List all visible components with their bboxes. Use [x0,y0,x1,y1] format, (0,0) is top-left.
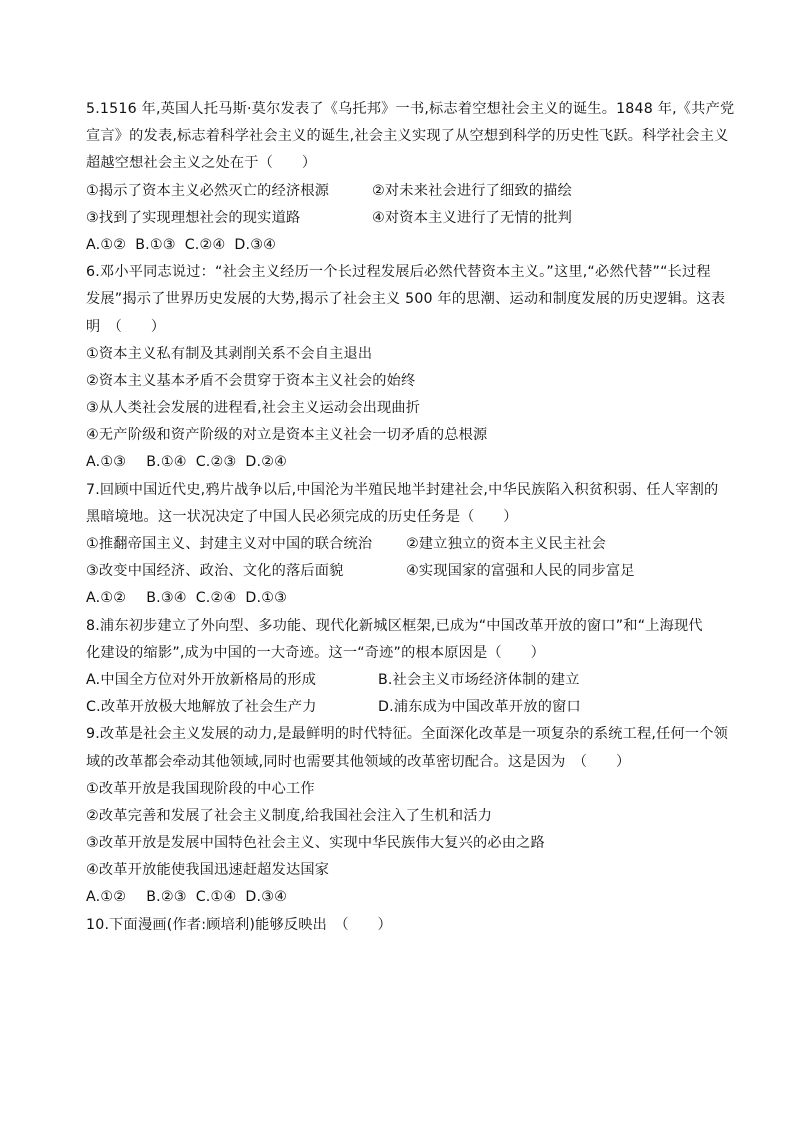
option-c: C.②④ [195,590,237,607]
question-9 [86,721,729,911]
answer-options [86,449,710,476]
question-6 [86,259,726,477]
question-text-line: 发展”揭示了世界历史发展的大势,揭示了社会主义 500 年的思潮、运动和制度发展的历史逻辑。这表 [86,291,726,308]
option-b: B.社会主义市场经济体制的建立 [378,671,580,688]
option-b: B.②③ [146,889,187,906]
statement-3: ③找到了实现理想社会的现实道路 [86,209,301,226]
option-c: C.①④ [195,889,237,906]
option-b: B.①④ [146,454,187,471]
question-text-line: 10.下面漫画(作者:顾培利)能够反映出 （ ） [86,916,392,933]
question-text-line: 化建设的缩影”,成为中国的一大奇迹。这一“奇迹”的根本原因是（ ） [86,644,545,661]
option-b: B.③④ [146,590,187,607]
option-d: D.①③ [245,590,288,607]
option-c: C.②③ [195,454,237,471]
option-d: D.③④ [234,236,277,253]
question-8 [86,613,710,722]
question-text-line: 5.1516 年,英国人托马斯·莫尔发表了《乌托邦》一书,标志着空想社会主义的诞生。1848 年,《共产党 [86,101,735,117]
option-row [86,667,710,694]
option-b: B.①③ [135,236,176,253]
statement-4: ④对资本主义进行了无情的批判 [372,209,572,226]
statement-2: ②建立独立的资本主义民主社会 [406,536,606,552]
answer-options [86,884,710,911]
statement-row [86,558,710,585]
option-c: C.改革开放极大地解放了社会生产力 [86,699,317,716]
question-text-line: 9.改革是社会主义发展的动力,是最鲜明的时代特征。全面深化改革是一项复杂的系统工程,任何一个领 [86,726,729,743]
option-row [86,694,710,721]
option-a: A.中国全方位对外开放新格局的形成 [86,671,317,688]
statement-row [86,531,710,558]
statement-2: ②改革完善和发展了社会主义制度,给我国社会注入了生机和活力 [86,807,493,824]
question-text-line: 域的改革都会牵动其他领域,同时也需要其他领域的改革密切配合。这是因为 （ ） [86,753,631,770]
option-a: A.①② [86,236,127,253]
question-text-line: 黑暗境地。这一状况决定了中国人民必须完成的历史任务是（ ） [86,508,518,525]
option-a: A.①② [86,590,127,607]
option-c: C.②④ [184,236,226,253]
statement-4: ④实现国家的富强和人民的同步富足 [406,563,635,580]
question-10 [86,912,710,939]
statement-1: ①揭示了资本主义必然灭亡的经济根源 [86,182,330,199]
statement-1: ①改革开放是我国现阶段的中心工作 [86,780,315,797]
option-d: D.③④ [245,889,288,906]
question-text-line: 7.回顾中国近代史,鸦片战争以后,中国沦为半殖民地半封建社会,中华民族陷入积贫积弱、任人宰割的 [86,481,719,498]
statement-row [86,178,710,205]
option-d: D.浦东成为中国改革开放的窗口 [378,699,581,716]
statement-3: ③从人类社会发展的进程看,社会主义运动会出现曲折 [86,400,421,417]
question-text-line: 8.浦东初步建立了外向型、多功能、现代化新城区框架,已成为“中国改革开放的窗口”和“上海现代 [86,617,703,634]
statement-1: ①资本主义私有制及其剥削关系不会自主退出 [86,345,373,362]
statement-4: ④改革开放能使我国迅速赶超发达国家 [86,862,330,879]
question-text-line: 宣言》的发表,标志着科学社会主义的诞生,社会主义实现了从空想到科学的历史性飞跃。科学社会主义 [86,128,729,145]
statement-row [86,205,710,232]
question-7 [86,477,719,613]
option-a: A.①② [86,889,127,906]
statement-4: ④无产阶级和资产阶级的对立是资本主义社会一切矛盾的总根源 [86,427,488,444]
question-5 [86,96,735,259]
statement-2: ②资本主义基本矛盾不会贯穿于资本主义社会的始终 [86,372,416,389]
statement-3: ③改革开放是发展中国特色社会主义、实现中华民族伟大复兴的必由之路 [86,835,545,852]
document-page [86,96,735,939]
option-d: D.②④ [245,454,288,471]
option-a: A.①③ [86,454,127,471]
answer-options [86,585,710,612]
question-text-line: 明 （ ） [86,318,166,335]
statement-2: ②对未来社会进行了细致的描绘 [372,182,572,199]
statement-1: ①推翻帝国主义、封建主义对中国的联合统治 [86,536,373,552]
question-text-line: 超越空想社会主义之处在于（ ） [86,155,317,172]
statement-3: ③改变中国经济、政治、文化的落后面貌 [86,563,344,580]
question-text-line: 6.邓小平同志说过：“社会主义经历一个长过程发展后必然代替资本主义。”这里,“必然代替”“长过程 [86,264,711,281]
answer-options [86,232,710,259]
